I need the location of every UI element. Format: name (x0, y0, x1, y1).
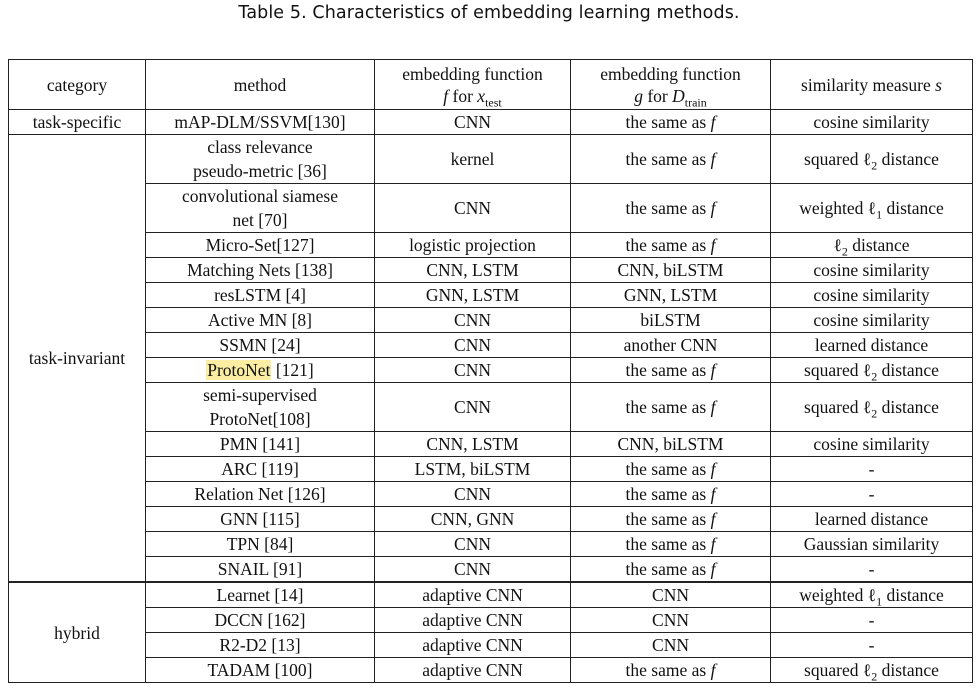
embedding-f-cell: CNN, LSTM (375, 432, 571, 457)
similarity-cell (771, 184, 973, 233)
embedding-g-cell (571, 457, 771, 482)
embedding-g-cell (571, 532, 771, 557)
sim-sub: 1 (876, 207, 883, 222)
sim-tail: distance (882, 585, 944, 605)
table-row (9, 283, 973, 308)
header-f-for: for (448, 86, 478, 106)
header-g-symbol: g (634, 86, 643, 106)
embedding-f-cell: CNN (375, 184, 571, 233)
header-g-var: D (672, 86, 685, 106)
method-cell: Active MN [8] (146, 308, 375, 333)
similarity-cell: learned distance (771, 507, 973, 532)
method-cell (146, 184, 375, 233)
header-similarity (771, 60, 973, 110)
sim-text: weighted ℓ (799, 198, 877, 218)
embedding-f-cell: CNN (375, 308, 571, 333)
similarity-cell: - (771, 482, 973, 507)
g-symbol: f (710, 235, 716, 255)
header-g-for: for (642, 86, 673, 106)
embedding-f-cell: CNN (375, 333, 571, 358)
embedding-f-cell: CNN, GNN (375, 507, 571, 532)
method-cell: Learnet [14] (146, 582, 375, 608)
header-row (9, 60, 973, 110)
embedding-g-cell (571, 557, 771, 583)
g-text: the same as (625, 459, 711, 479)
g-symbol: f (710, 397, 716, 417)
similarity-cell: Gaussian similarity (771, 532, 973, 557)
category-cell: task-specific (9, 110, 146, 135)
similarity-cell: - (771, 457, 973, 482)
g-text: the same as (625, 149, 711, 169)
sim-text: squared ℓ (804, 360, 872, 380)
embedding-f-cell: kernel (375, 135, 571, 184)
similarity-cell (771, 383, 973, 432)
method-line2: pseudo-metric [36] (193, 161, 327, 181)
g-symbol: f (710, 360, 716, 380)
embedding-g-cell (571, 507, 771, 532)
table-row (9, 258, 973, 283)
embedding-f-cell: CNN (375, 383, 571, 432)
g-text: the same as (625, 235, 711, 255)
method-cell: SNAIL [91] (146, 557, 375, 583)
sim-sub: 2 (871, 406, 878, 421)
highlighted-method: ProtoNet (207, 360, 271, 380)
embedding-f-cell: adaptive CNN (375, 658, 571, 683)
table-row (9, 333, 973, 358)
sim-tail: distance (877, 660, 939, 680)
header-embedding-g (571, 60, 771, 110)
embedding-g-cell (571, 658, 771, 683)
header-embedding-f (375, 60, 571, 110)
header-f-sub: test (485, 95, 502, 110)
similarity-cell (771, 582, 973, 608)
g-symbol: f (710, 149, 716, 169)
table-row (9, 658, 973, 683)
method-cell: mAP-DLM/SSVM[130] (146, 110, 375, 135)
similarity-cell: - (771, 608, 973, 633)
similarity-cell: cosine similarity (771, 110, 973, 135)
header-sim-var: s (935, 75, 942, 95)
method-cell: resLSTM [4] (146, 283, 375, 308)
embedding-g-cell: biLSTM (571, 308, 771, 333)
sim-tail: distance (877, 397, 939, 417)
g-text: the same as (625, 112, 711, 132)
sim-text: weighted ℓ (799, 585, 877, 605)
embedding-g-cell: CNN (571, 633, 771, 658)
method-line2: net [70] (232, 210, 288, 230)
method-line1: class relevance (207, 137, 313, 157)
g-symbol: f (710, 198, 716, 218)
embedding-f-cell: logistic projection (375, 233, 571, 258)
g-symbol: f (710, 559, 716, 579)
table-caption: Table 5. Characteristics of embedding learning methods. (238, 3, 740, 23)
embedding-g-cell: CNN (571, 608, 771, 633)
header-f-symbol: f (443, 86, 449, 106)
method-cell: TADAM [100] (146, 658, 375, 683)
g-symbol: f (710, 484, 716, 504)
embedding-f-cell: GNN, LSTM (375, 283, 571, 308)
g-text: the same as (625, 534, 711, 554)
method-cell: ARC [119] (146, 457, 375, 482)
method-line1: semi-supervised (203, 385, 317, 405)
similarity-cell: - (771, 633, 973, 658)
similarity-cell: - (771, 557, 973, 583)
similarity-cell: cosine similarity (771, 308, 973, 333)
sim-text: squared ℓ (804, 149, 872, 169)
embedding-f-cell: CNN (375, 358, 571, 383)
g-text: the same as (625, 660, 711, 680)
method-cell (146, 135, 375, 184)
sim-text: ℓ (833, 235, 842, 255)
sim-sub: 2 (871, 669, 878, 684)
sim-sub: 2 (871, 158, 878, 173)
embedding-g-cell (571, 184, 771, 233)
embedding-g-cell (571, 233, 771, 258)
similarity-cell: cosine similarity (771, 258, 973, 283)
similarity-cell (771, 658, 973, 683)
g-text: the same as (625, 484, 711, 504)
embedding-f-cell: CNN (375, 532, 571, 557)
g-text: the same as (625, 559, 711, 579)
method-cell (146, 358, 375, 383)
table-row (9, 557, 973, 583)
embedding-g-cell (571, 135, 771, 184)
header-g-sub: train (684, 95, 707, 110)
table-row (9, 608, 973, 633)
g-text: the same as (625, 198, 711, 218)
table-row (9, 633, 973, 658)
sim-tail: distance (877, 360, 939, 380)
table-row (9, 110, 973, 135)
table-row (9, 432, 973, 457)
embedding-g-cell: CNN (571, 582, 771, 608)
g-text: the same as (625, 397, 711, 417)
similarity-cell (771, 135, 973, 184)
header-f-var: x (477, 86, 486, 106)
method-cell: Matching Nets [138] (146, 258, 375, 283)
embedding-f-cell: adaptive CNN (375, 633, 571, 658)
method-cell: SSMN [24] (146, 333, 375, 358)
method-line2: ProtoNet[108] (209, 409, 311, 429)
g-symbol: f (710, 459, 716, 479)
g-symbol: f (710, 660, 716, 680)
embedding-g-cell (571, 383, 771, 432)
g-symbol: f (710, 509, 716, 529)
embedding-f-cell: CNN, LSTM (375, 258, 571, 283)
g-text: the same as (625, 360, 711, 380)
sim-sub: 2 (871, 369, 878, 384)
table-row (9, 532, 973, 557)
similarity-cell: learned distance (771, 333, 973, 358)
method-cell (146, 383, 375, 432)
method-cell: GNN [115] (146, 507, 375, 532)
table-row (9, 358, 973, 383)
embedding-g-cell: GNN, LSTM (571, 283, 771, 308)
embedding-g-cell: CNN, biLSTM (571, 258, 771, 283)
table-row (9, 184, 973, 233)
table-row (9, 582, 973, 608)
g-symbol: f (710, 112, 716, 132)
similarity-cell: cosine similarity (771, 283, 973, 308)
header-g-line1: embedding function (600, 64, 741, 84)
embedding-g-cell: CNN, biLSTM (571, 432, 771, 457)
header-method: method (146, 60, 375, 110)
category-cell: task-invariant (9, 135, 146, 583)
method-cell: Micro-Set[127] (146, 233, 375, 258)
similarity-cell (771, 233, 973, 258)
header-sim-text: similarity measure (801, 75, 936, 95)
header-f-line1: embedding function (402, 64, 543, 84)
header-category: category (9, 60, 146, 110)
embedding-f-cell: LSTM, biLSTM (375, 457, 571, 482)
embedding-g-cell (571, 358, 771, 383)
similarity-cell (771, 358, 973, 383)
table-row (9, 457, 973, 482)
g-text: the same as (625, 509, 711, 529)
method-cell: Relation Net [126] (146, 482, 375, 507)
sim-tail: distance (882, 198, 944, 218)
g-symbol: f (710, 534, 716, 554)
sim-sub: 1 (876, 594, 883, 609)
table-row (9, 482, 973, 507)
table-row (9, 233, 973, 258)
sim-tail: distance (877, 149, 939, 169)
category-cell: hybrid (9, 582, 146, 683)
similarity-cell: cosine similarity (771, 432, 973, 457)
table-row (9, 135, 973, 184)
embedding-f-cell: CNN (375, 482, 571, 507)
method-line1: convolutional siamese (181, 186, 338, 206)
sim-sub: 2 (841, 244, 848, 259)
table-row (9, 308, 973, 333)
method-cell: PMN [141] (146, 432, 375, 457)
embedding-f-cell: adaptive CNN (375, 582, 571, 608)
embedding-g-cell: another CNN (571, 333, 771, 358)
sim-tail: distance (847, 235, 910, 255)
embedding-f-cell: CNN (375, 557, 571, 583)
sim-text: squared ℓ (804, 397, 872, 417)
method-ref: [121] (271, 360, 314, 380)
table-row (9, 383, 973, 432)
method-cell: DCCN [162] (146, 608, 375, 633)
embedding-g-cell (571, 482, 771, 507)
table-row (9, 507, 973, 532)
embedding-methods-table (8, 59, 973, 683)
embedding-g-cell (571, 110, 771, 135)
sim-text: squared ℓ (804, 660, 872, 680)
method-cell: R2-D2 [13] (146, 633, 375, 658)
embedding-f-cell: CNN (375, 110, 571, 135)
embedding-f-cell: adaptive CNN (375, 608, 571, 633)
method-cell: TPN [84] (146, 532, 375, 557)
